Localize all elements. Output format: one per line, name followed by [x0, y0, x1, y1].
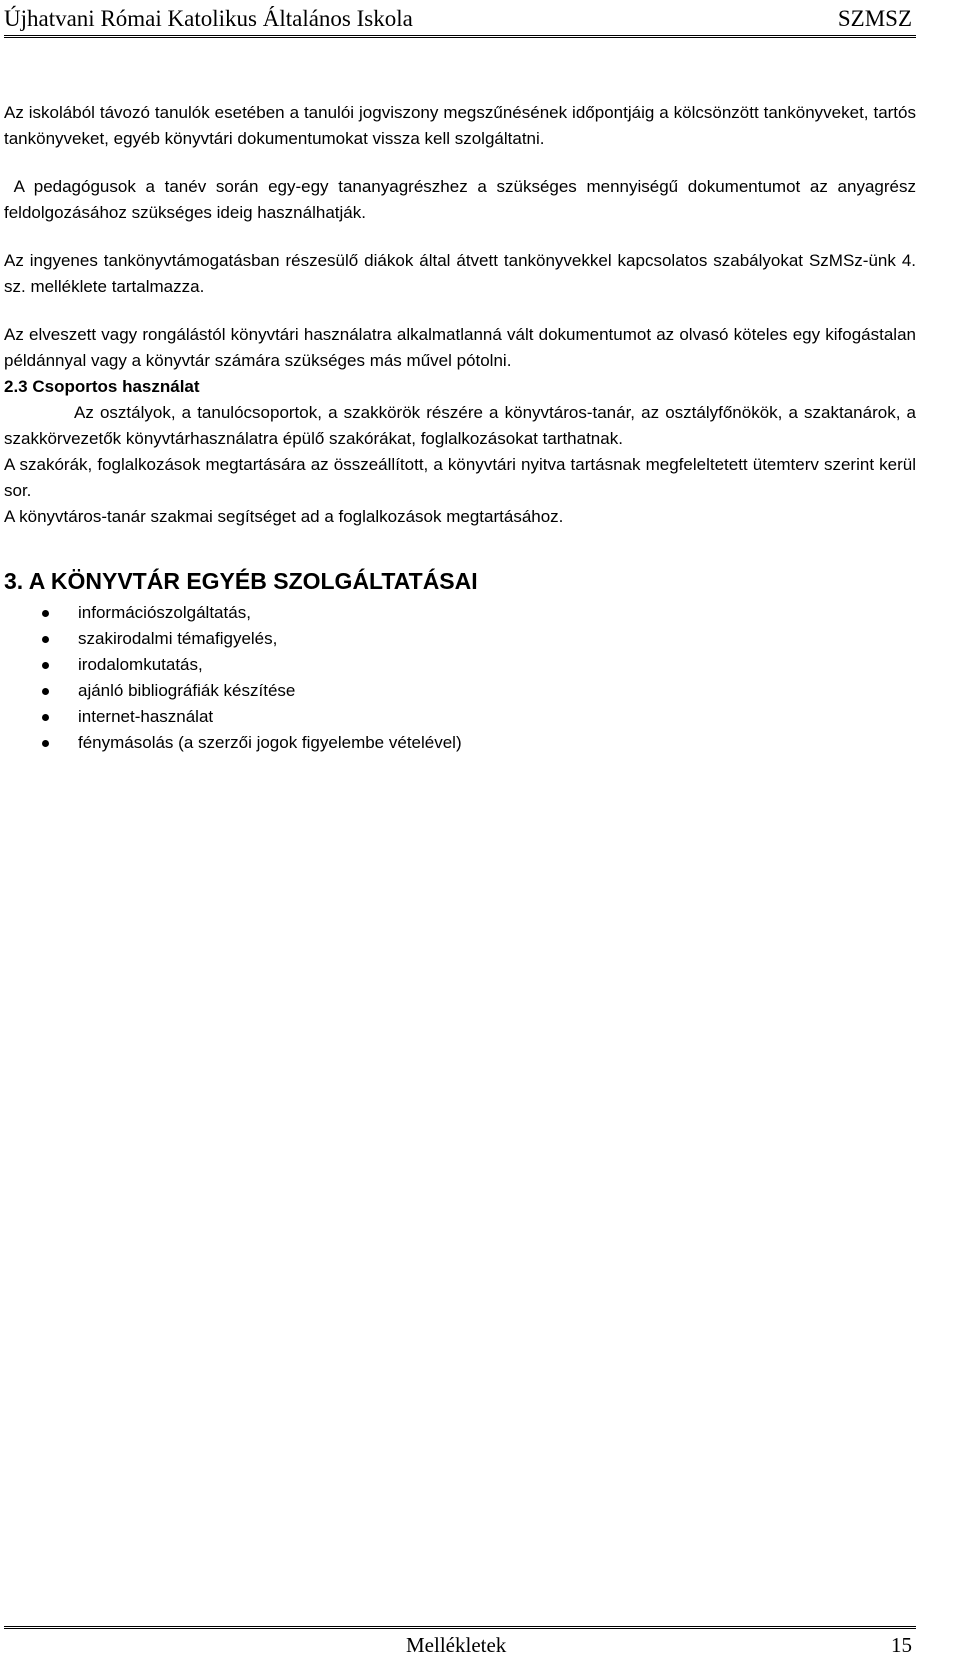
bullet-icon: [42, 610, 49, 617]
list-item: [4, 730, 916, 756]
header-document-name: SZMSZ: [837, 6, 912, 31]
paragraph-schedule: A szakórák, foglalkozások megtartására az összeállított, a könyvtári nyitva tartásnak megfeleltetett ütemterv szerint kerül sor.: [4, 455, 916, 500]
list-item-text: internet-használat: [78, 707, 214, 726]
list-item: [4, 652, 916, 678]
list-item-text: információszolgáltatás,: [78, 603, 251, 622]
bullet-icon: [42, 714, 49, 721]
footer-label: Mellékletek: [406, 1633, 507, 1657]
list-item: [4, 600, 916, 626]
list-item-text: irodalomkutatás,: [78, 655, 203, 674]
page-body: [4, 100, 921, 756]
list-item: [4, 626, 916, 652]
page-header: [4, 0, 916, 38]
page-footer: [4, 1626, 916, 1658]
header-school-name: Újhatvani Római Katolikus Általános Iskola: [4, 6, 413, 31]
list-item-text: fénymásolás (a szerzői jogok figyelembe vételével): [78, 733, 462, 752]
paragraph-teachers-usage: A pedagógusok a tanév során egy-egy tananyagrészhez a szükséges mennyiségű dokumentumot az anyagrész feldolgozásához szükséges ideig használhatják.: [4, 177, 921, 222]
bullet-icon: [42, 740, 49, 747]
paragraph-librarian-help: A könyvtáros-tanár szakmai segítséget ad a foglalkozások megtartásához.: [4, 507, 564, 526]
paragraph-group-usage: Az osztályok, a tanulócsoportok, a szakkörök részére a könyvtáros-tanár, az osztályfőnökök, a szaktanárok, a szakkörvezetők könyvtárhasználatra épülő szakórákat, foglalkozásokat tarthatnak.: [4, 403, 916, 448]
subsection-heading: 2.3 Csoportos használat: [4, 377, 200, 396]
paragraph-free-textbooks: Az ingyenes tankönyvtámogatásban részesülő diákok által átvett tankönyvekkel kapcsolatos szabályokat SzMSz-ünk 4. sz. melléklete tartalmazza.: [4, 251, 916, 296]
bullet-icon: [42, 662, 49, 669]
services-list: [4, 600, 916, 756]
list-item-text: szakirodalmi témafigyelés,: [78, 629, 278, 648]
section-heading: 3. A KÖNYVTÁR EGYÉB SZOLGÁLTATÁSAI: [4, 568, 478, 594]
list-item: [4, 704, 916, 730]
page-number: 15: [891, 1633, 912, 1657]
bullet-icon: [42, 636, 49, 643]
paragraph-lost-documents: Az elveszett vagy rongálástól könyvtári használatra alkalmatlanná vált dokumentumot az olvasó köteles egy kifogástalan példánnyal vagy a könyvtár számára szükséges más művel pótolni.: [4, 325, 916, 370]
bullet-icon: [42, 688, 49, 695]
list-item-text: ajánló bibliográfiák készítése: [78, 681, 296, 700]
list-item: [4, 678, 916, 704]
paragraph-return-books: Az iskolából távozó tanulók esetében a tanulói jogviszony megszűnésének időpontjáig a kölcsönzött tankönyveket, tartós tankönyveket, egyéb könyvtári dokumentumokat vissza kell szolgáltatni.: [4, 103, 916, 148]
